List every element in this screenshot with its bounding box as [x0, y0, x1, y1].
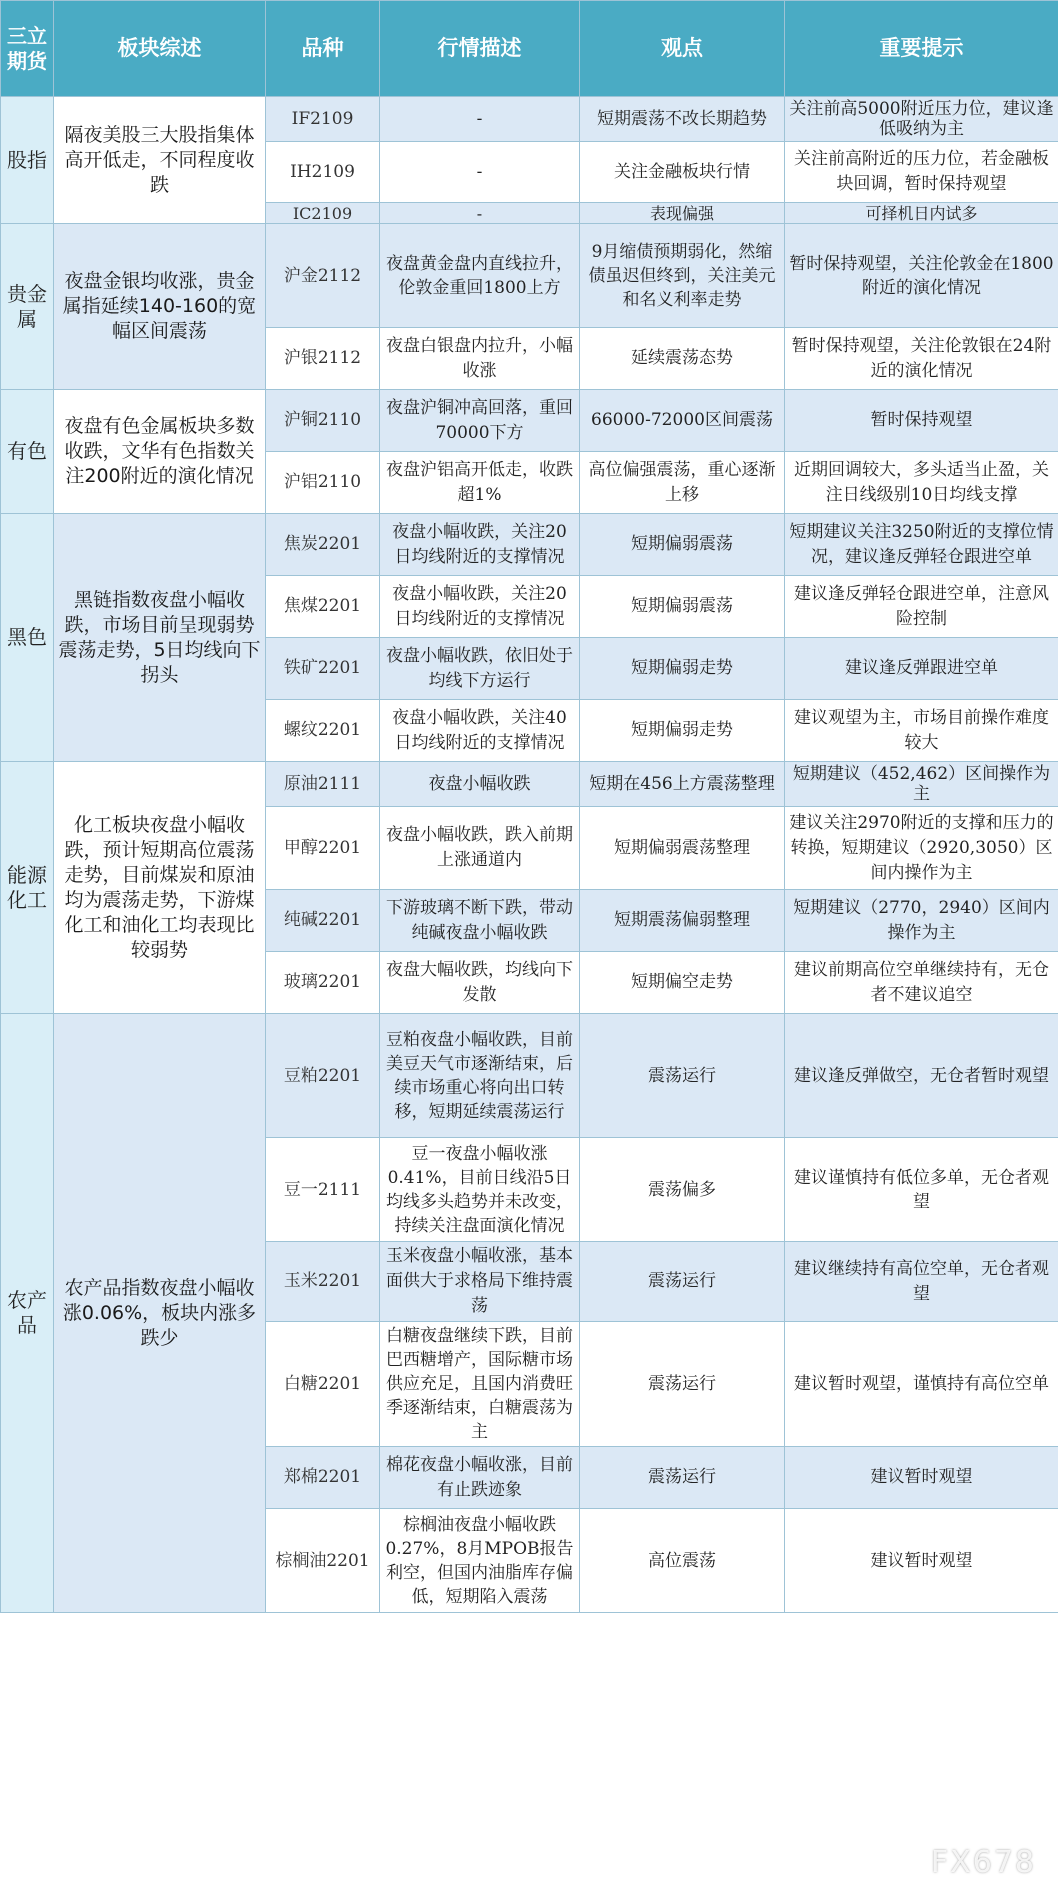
- variety-cell: 铁矿2201: [266, 638, 380, 700]
- tip-cell: 暂时保持观望: [785, 390, 1058, 452]
- variety-cell: IH2109: [266, 142, 380, 203]
- tip-cell: 关注前高5000附近压力位，建议逢低吸纳为主: [785, 97, 1058, 142]
- view-cell: 震荡运行: [580, 1322, 785, 1447]
- tip-cell: 关注前高附近的压力位，若金融板块回调，暂时保持观望: [785, 142, 1058, 203]
- sector-label: 黑色: [1, 514, 54, 762]
- market-description-cell: 夜盘大幅收跌，均线向下发散: [380, 952, 580, 1014]
- tip-cell: 短期建议关注3250附近的支撑位情况，建议逢反弹轻仓跟进空单: [785, 514, 1058, 576]
- tip-cell: 短期建议（452,462）区间操作为主: [785, 762, 1058, 807]
- table-body: [1, 97, 1058, 1613]
- variety-cell: 甲醇2201: [266, 807, 380, 890]
- view-cell: 9月缩债预期弱化，然缩债虽迟但终到，关注美元和名义利率走势: [580, 224, 785, 328]
- market-description-cell: 夜盘小幅收跌，依旧处于均线下方运行: [380, 638, 580, 700]
- view-cell: 高位偏强震荡，重心逐渐上移: [580, 452, 785, 514]
- tip-cell: 建议逢反弹跟进空单: [785, 638, 1058, 700]
- view-cell: 短期震荡偏弱整理: [580, 890, 785, 952]
- view-cell: 表现偏强: [580, 203, 785, 224]
- view-cell: 关注金融板块行情: [580, 142, 785, 203]
- view-cell: 短期偏弱走势: [580, 638, 785, 700]
- view-cell: 震荡运行: [580, 1447, 785, 1509]
- tip-cell: 建议谨慎持有低位多单，无仓者观望: [785, 1138, 1058, 1242]
- tip-cell: 近期回调较大，多头适当止盈，关注日线级别10日均线支撑: [785, 452, 1058, 514]
- variety-column-header: 品种: [266, 1, 380, 97]
- view-cell: 短期偏弱震荡: [580, 576, 785, 638]
- market-description-cell: -: [380, 97, 580, 142]
- tip-cell: 建议逢反弹轻仓跟进空单，注意风险控制: [785, 576, 1058, 638]
- table-row: [1, 762, 1058, 807]
- tip-column-header: 重要提示: [785, 1, 1058, 97]
- variety-cell: 沪金2112: [266, 224, 380, 328]
- view-cell: 短期偏弱震荡: [580, 514, 785, 576]
- tip-cell: 建议前期高位空单继续持有，无仓者不建议追空: [785, 952, 1058, 1014]
- variety-cell: 原油2111: [266, 762, 380, 807]
- view-cell: 震荡运行: [580, 1014, 785, 1138]
- market-description-cell: 夜盘小幅收跌，关注40日均线附近的支撑情况: [380, 700, 580, 762]
- market-description-cell: -: [380, 203, 580, 224]
- market-description-cell: 白糖夜盘继续下跌，目前巴西糖增产，国际糖市场供应充足，且国内消费旺季逐渐结束，白糖震荡为主: [380, 1322, 580, 1447]
- view-cell: 短期在456上方震荡整理: [580, 762, 785, 807]
- table-row: [1, 1014, 1058, 1138]
- view-column-header: 观点: [580, 1, 785, 97]
- variety-cell: IF2109: [266, 97, 380, 142]
- view-cell: 66000-72000区间震荡: [580, 390, 785, 452]
- variety-cell: IC2109: [266, 203, 380, 224]
- view-cell: 短期偏空走势: [580, 952, 785, 1014]
- view-cell: 短期偏弱走势: [580, 700, 785, 762]
- tip-cell: 可择机日内试多: [785, 203, 1058, 224]
- tip-cell: 建议关注2970附近的支撑和压力的转换，短期建议（2920,3050）区间内操作为主: [785, 807, 1058, 890]
- summary-column-header: 板块综述: [54, 1, 266, 97]
- market-description-cell: 豆粕夜盘小幅收跌，目前美豆天气市逐渐结束，后续市场重心将向出口转移，短期延续震荡运行: [380, 1014, 580, 1138]
- table-row: [1, 97, 1058, 142]
- market-description-cell: 棕榈油夜盘小幅收跌0.27%，8月MPOB报告利空，但国内油脂库存偏低，短期陷入震荡: [380, 1509, 580, 1613]
- sector-label: 股指: [1, 97, 54, 224]
- variety-cell: 纯碱2201: [266, 890, 380, 952]
- sector-summary: 夜盘有色金属板块多数收跌，文华有色指数关注200附近的演化情况: [54, 390, 266, 514]
- market-description-cell: 棉花夜盘小幅收涨，目前有止跌迹象: [380, 1447, 580, 1509]
- market-description-cell: 下游玻璃不断下跌，带动纯碱夜盘小幅收跌: [380, 890, 580, 952]
- variety-cell: 玉米2201: [266, 1242, 380, 1322]
- view-cell: 震荡偏多: [580, 1138, 785, 1242]
- variety-cell: 豆粕2201: [266, 1014, 380, 1138]
- tip-cell: 建议暂时观望: [785, 1509, 1058, 1613]
- header-row: [1, 1, 1058, 97]
- variety-cell: 郑棉2201: [266, 1447, 380, 1509]
- sector-label: 能源化工: [1, 762, 54, 1014]
- view-cell: 高位震荡: [580, 1509, 785, 1613]
- variety-cell: 焦煤2201: [266, 576, 380, 638]
- view-cell: 延续震荡态势: [580, 328, 785, 390]
- table-row: [1, 390, 1058, 452]
- company-name-header: 三立期货: [1, 1, 54, 97]
- market-description-cell: 夜盘沪铝高开低走，收跌超1%: [380, 452, 580, 514]
- view-cell: 震荡运行: [580, 1242, 785, 1322]
- tip-cell: 建议观望为主，市场目前操作难度较大: [785, 700, 1058, 762]
- table-row: [1, 224, 1058, 328]
- watermark-logo: FX678: [930, 1845, 1036, 1880]
- sector-summary: 黑链指数夜盘小幅收跌，市场目前呈现弱势震荡走势，5日均线向下拐头: [54, 514, 266, 762]
- market-description-cell: 夜盘小幅收跌: [380, 762, 580, 807]
- tip-cell: 暂时保持观望，关注伦敦银在24附近的演化情况: [785, 328, 1058, 390]
- sector-summary: 夜盘金银均收涨，贵金属指延续140-160的宽幅区间震荡: [54, 224, 266, 390]
- tip-cell: 建议继续持有高位空单，无仓者观望: [785, 1242, 1058, 1322]
- view-cell: 短期震荡不改长期趋势: [580, 97, 785, 142]
- variety-cell: 棕榈油2201: [266, 1509, 380, 1613]
- tip-cell: 短期建议（2770，2940）区间内操作为主: [785, 890, 1058, 952]
- sector-summary: 化工板块夜盘小幅收跌，预计短期高位震荡走势，目前煤炭和原油均为震荡走势，下游煤化工和油化工均表现比较弱势: [54, 762, 266, 1014]
- tip-cell: 建议暂时观望: [785, 1447, 1058, 1509]
- table-row: [1, 514, 1058, 576]
- market-description-cell: 夜盘黄金盘内直线拉升，伦敦金重回1800上方: [380, 224, 580, 328]
- sector-label: 有色: [1, 390, 54, 514]
- sector-summary: 隔夜美股三大股指集体高开低走，不同程度收跌: [54, 97, 266, 224]
- tip-cell: 建议暂时观望，谨慎持有高位空单: [785, 1322, 1058, 1447]
- variety-cell: 沪铝2110: [266, 452, 380, 514]
- variety-cell: 沪铜2110: [266, 390, 380, 452]
- variety-cell: 玻璃2201: [266, 952, 380, 1014]
- market-description-cell: 豆一夜盘小幅收涨0.41%，目前日线沿5日均线多头趋势并未改变，持续关注盘面演化情况: [380, 1138, 580, 1242]
- market-description-cell: -: [380, 142, 580, 203]
- tip-cell: 建议逢反弹做空，无仓者暂时观望: [785, 1014, 1058, 1138]
- market-description-cell: 夜盘小幅收跌，跌入前期上涨通道内: [380, 807, 580, 890]
- sector-summary: 农产品指数夜盘小幅收涨0.06%，板块内涨多跌少: [54, 1014, 266, 1613]
- market-description-cell: 玉米夜盘小幅收涨，基本面供大于求格局下维持震荡: [380, 1242, 580, 1322]
- variety-cell: 焦炭2201: [266, 514, 380, 576]
- sector-label: 农产品: [1, 1014, 54, 1613]
- variety-cell: 白糖2201: [266, 1322, 380, 1447]
- market-column-header: 行情描述: [380, 1, 580, 97]
- market-description-cell: 夜盘小幅收跌，关注20日均线附近的支撑情况: [380, 514, 580, 576]
- market-description-cell: 夜盘沪铜冲高回落，重回70000下方: [380, 390, 580, 452]
- market-description-cell: 夜盘白银盘内拉升，小幅收涨: [380, 328, 580, 390]
- sector-label: 贵金属: [1, 224, 54, 390]
- view-cell: 短期偏弱震荡整理: [580, 807, 785, 890]
- market-description-cell: 夜盘小幅收跌，关注20日均线附近的支撑情况: [380, 576, 580, 638]
- variety-cell: 螺纹2201: [266, 700, 380, 762]
- variety-cell: 沪银2112: [266, 328, 380, 390]
- variety-cell: 豆一2111: [266, 1138, 380, 1242]
- tip-cell: 暂时保持观望，关注伦敦金在1800附近的演化情况: [785, 224, 1058, 328]
